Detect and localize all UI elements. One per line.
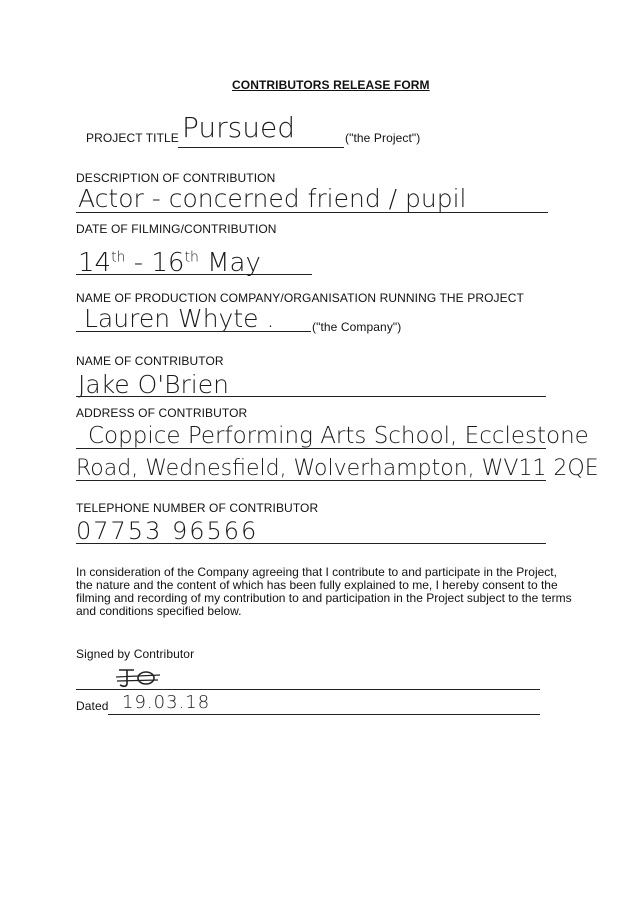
date-value [78, 250, 261, 276]
description-label: DESCRIPTION OF CONTRIBUTION [76, 171, 276, 185]
address-rule-1 [76, 448, 546, 449]
company-rule [76, 331, 311, 332]
address-label: ADDRESS OF CONTRIBUTOR [76, 406, 248, 420]
contributor-rule [76, 396, 546, 397]
contributor-label: NAME OF CONTRIBUTOR [76, 354, 224, 368]
phone-rule [76, 543, 546, 544]
date-separator: - [125, 248, 152, 278]
date-day-end: 16 [151, 248, 185, 278]
project-suffix: ("the Project") [345, 131, 421, 145]
description-value: Actor - concerned friend / pupil [78, 184, 467, 213]
date-month: May [207, 248, 261, 278]
consideration-paragraph: In consideration of the Company agreeing that I contribute to and participate in the Project, the nature and the content of which has been fully explained to me, I hereby consent to the filming and recording of my contribution to and participation in the Project subject to the terms and conditions specified below. [76, 565, 572, 618]
signature-rule [76, 689, 540, 690]
project-title-label: PROJECT TITLE [86, 131, 179, 145]
company-value: Lauren Whyte . [84, 304, 275, 333]
contributor-value: Jake O'Brien [78, 370, 229, 399]
address-rule-2 [76, 480, 546, 481]
date-rule [76, 274, 312, 275]
dated-rule [108, 714, 540, 715]
phone-value: 07753 96566 [76, 517, 259, 545]
date-day-start-suffix: th [111, 249, 126, 266]
signature-initials [114, 664, 164, 690]
phone-label: TELEPHONE NUMBER OF CONTRIBUTOR [76, 501, 319, 515]
signed-label: Signed by Contributor [76, 647, 195, 661]
date-day-start: 14 [78, 248, 112, 278]
dated-value: 19.03.18 [122, 692, 211, 713]
date-day-end-suffix: th [184, 249, 199, 266]
project-title-value: Pursued [182, 111, 295, 144]
project-title-rule [178, 147, 344, 148]
address-line-2: Road, Wednesfield, Wolverhampton, WV11 2QE [76, 456, 599, 481]
description-rule [76, 212, 548, 213]
signature-mark [114, 664, 164, 690]
address-line-1: Coppice Performing Arts School, Ecclestone [88, 423, 589, 449]
form-title: CONTRIBUTORS RELEASE FORM [232, 78, 430, 92]
dated-label: Dated [76, 699, 109, 713]
date-label: DATE OF FILMING/CONTRIBUTION [76, 222, 277, 236]
company-label: NAME OF PRODUCTION COMPANY/ORGANISATION RUNNING THE PROJECT [76, 291, 524, 305]
company-suffix: ("the Company") [312, 320, 402, 334]
